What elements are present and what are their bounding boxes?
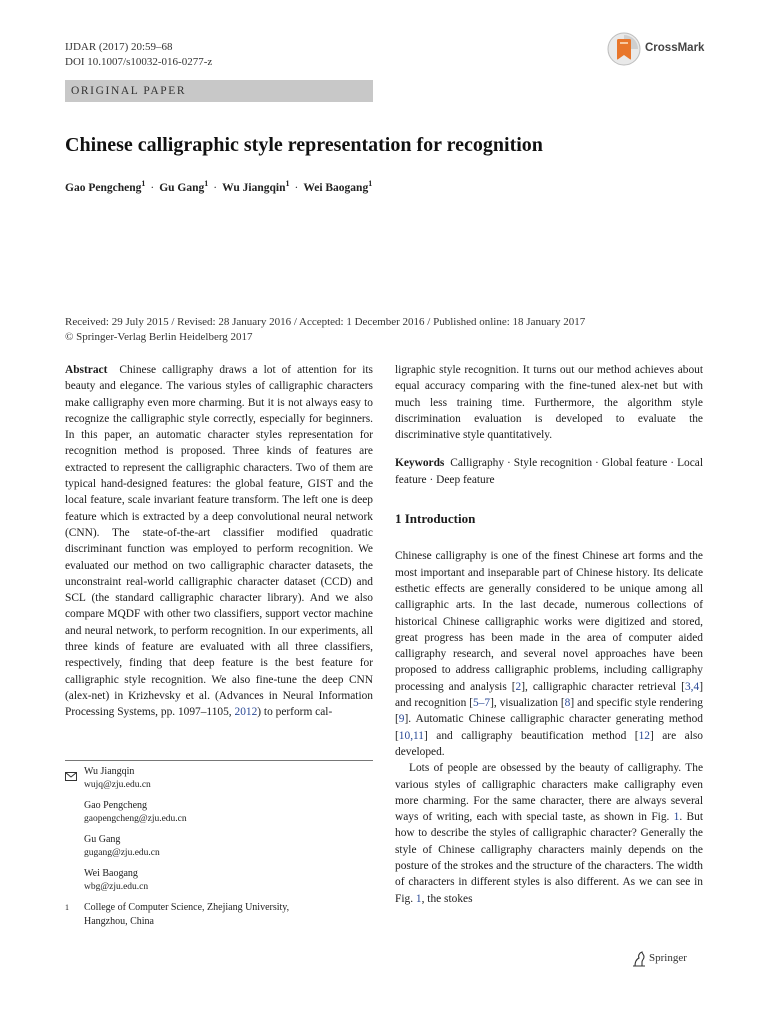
ref-link[interactable]: 9 — [398, 713, 405, 726]
author-name[interactable]: Gao Pengcheng — [65, 181, 142, 194]
intro-paragraph-2: Lots of people are obsessed by the beauty of calligraphy. The various styles of calligraphic characters make calligraphy even more charming. For the same character, there are always several ways of writing, each with special taste, as shown in Fig. 1. But how to describe the styles of calligraphic character? Generally the style of Chinese calligraphy characters mainly depends on the posture of the strokes and the structure of the characters. The width of characters in different styles is also different. As we can see in Fig. 1, the stokes — [395, 762, 703, 905]
intro-paragraph-1: Chinese calligraphy is one of the finest Chinese art forms and the most important and inseparable part of Chinese history. Its delicate esthetic effects are generally considered to be unique among all calligraphic arts. In the last decade, numerous collections of historical Chinese calligraphic works were digitized and stored, great progress has been made in the area of computer aided calligraphy research, and several novel approaches have been proposed to address calligraphic problems, including calligraphy processing and analysis [2], calligraphic character retrieval [3,4] and recognition [5–7], visualization [8] and specific style rendering [9]. Automatic Chinese calligraphic character generating method [10,11] and calligraphy beautification method [12] are also developed. — [395, 550, 703, 758]
crossmark-label: CrossMark — [645, 42, 705, 54]
contact-name: Gao Pengcheng — [84, 800, 148, 811]
ref-link[interactable]: 2 — [515, 680, 522, 693]
journal-citation: IJDAR (2017) 20:59–68 — [65, 41, 173, 53]
author-affil-sup: 1 — [285, 179, 290, 188]
footnote-rule — [65, 760, 373, 761]
paper-title: Chinese calligraphic style representation for recognition — [65, 134, 543, 156]
ref-link[interactable]: 10,11 — [398, 729, 425, 742]
contact-email[interactable]: gaopengcheng@zju.edu.cn — [84, 813, 187, 824]
ref-link[interactable]: 12 — [638, 729, 650, 742]
author-list — [65, 179, 372, 194]
contact-email[interactable]: wujq@zju.edu.cn — [84, 779, 151, 790]
keywords-label: Keywords — [395, 457, 445, 470]
ref-link[interactable]: 8 — [564, 697, 571, 710]
abstract-continuation: ligraphic style recognition. It turns out our method achieves about equal accuracy comparing with the fine-tuned alex-net but with much less training time. Furthermore, the algorithm style discrimination evaluation is developed to evaluate the discriminative style quantitatively. — [395, 364, 703, 442]
history-line: Received: 29 July 2015 / Revised: 28 January 2016 / Accepted: 1 December 2016 / Published online: 18 January 2017 — [65, 316, 586, 328]
crossmark-badge[interactable] — [607, 32, 703, 66]
author-name[interactable]: Wei Baogang — [303, 181, 369, 194]
article-type-banner — [65, 80, 373, 102]
section-heading: 1 Introduction — [395, 511, 476, 527]
affiliation — [84, 901, 374, 928]
author-affil-sup: 1 — [368, 179, 373, 188]
author-separator: · — [150, 181, 155, 194]
author-name[interactable]: Wu Jiangqin — [222, 181, 286, 194]
doi[interactable]: DOI 10.1007/s10032-016-0277-z — [65, 56, 213, 68]
contact-name: Gu Gang — [84, 834, 121, 845]
affiliation-line: Hangzhou, China — [84, 915, 154, 927]
author-affil-sup: 1 — [204, 179, 209, 188]
contact-name: Wu Jiangqin — [84, 766, 135, 777]
copyright-line: © Springer-Verlag Berlin Heidelberg 2017 — [65, 331, 253, 343]
abstract-text: ) to perform cal- — [257, 706, 333, 719]
author-name[interactable]: Gu Gang — [159, 181, 205, 194]
crossmark-icon — [607, 32, 641, 66]
affiliation-line: College of Computer Science, Zhejiang University, — [84, 902, 290, 913]
contact-email[interactable]: wbg@zju.edu.cn — [84, 881, 149, 892]
author-affil-sup: 1 — [141, 179, 146, 188]
citation-link[interactable]: 2012 — [234, 706, 258, 719]
figure-link[interactable]: 1 — [673, 811, 680, 824]
contact-name: Wei Baogang — [84, 868, 138, 879]
envelope-icon — [65, 768, 79, 786]
abstract-label: Abstract — [65, 364, 108, 376]
right-column — [395, 362, 703, 907]
author-contacts — [84, 765, 374, 894]
keywords-text: Calligraphy · Style recognition · Global feature · Local feature · Deep feature — [395, 457, 703, 486]
publisher-name: Springer — [649, 952, 687, 964]
affiliation-number: 1 — [65, 903, 69, 912]
abstract-text: Chinese calligraphy draws a lot of attention for its beauty and elegance. The various styles of calligraphic characters make calligraphy even more charming. But it is not always easy to recognize the calligraphic style correctly, especially for beginners. In this paper, an automatic character styles representation for recognition method is proposed. Three kinds of features are extracted to represent the calligraphic characters. Two of them are typical hand-designed features: the global feature, GIST and the local feature, scale invariant feature transform. The left one is deep feature which is extracted by a deep convolutional neural network (CNN). The state-of-the-art classifier modified quadratic discriminant function was employed to perform recognition. We evaluated our method on two calligraphic character datasets, the unconstraint real-world calligraphic character dataset (CCD) and SCL (the standard calligraphic character library). And we also compare MQDF with other two classifiers, support vector machine and neural network, to perform recognition. In our experiments, all three kinds of feature are evaluated with all three classifiers, respectively, finding that deep feature is the best feature for calligraphic style recognition. We also fine-tune the deep CNN (alex-net) in Krizhevsky et al. (Advances in Neural Information Processing Systems, pp. 1097–1105, — [65, 364, 373, 719]
contact-email[interactable]: gugang@zju.edu.cn — [84, 847, 160, 858]
publication-dates — [65, 315, 585, 345]
springer-horse-icon — [632, 951, 646, 967]
article-type-label: ORIGINAL PAPER — [71, 85, 187, 97]
ref-link[interactable]: 3,4 — [684, 680, 700, 693]
author-separator: · — [294, 181, 299, 194]
ref-link[interactable]: 5–7 — [473, 697, 491, 710]
author-separator: · — [213, 181, 218, 194]
abstract — [65, 362, 373, 721]
figure-link[interactable]: 1 — [415, 892, 422, 905]
